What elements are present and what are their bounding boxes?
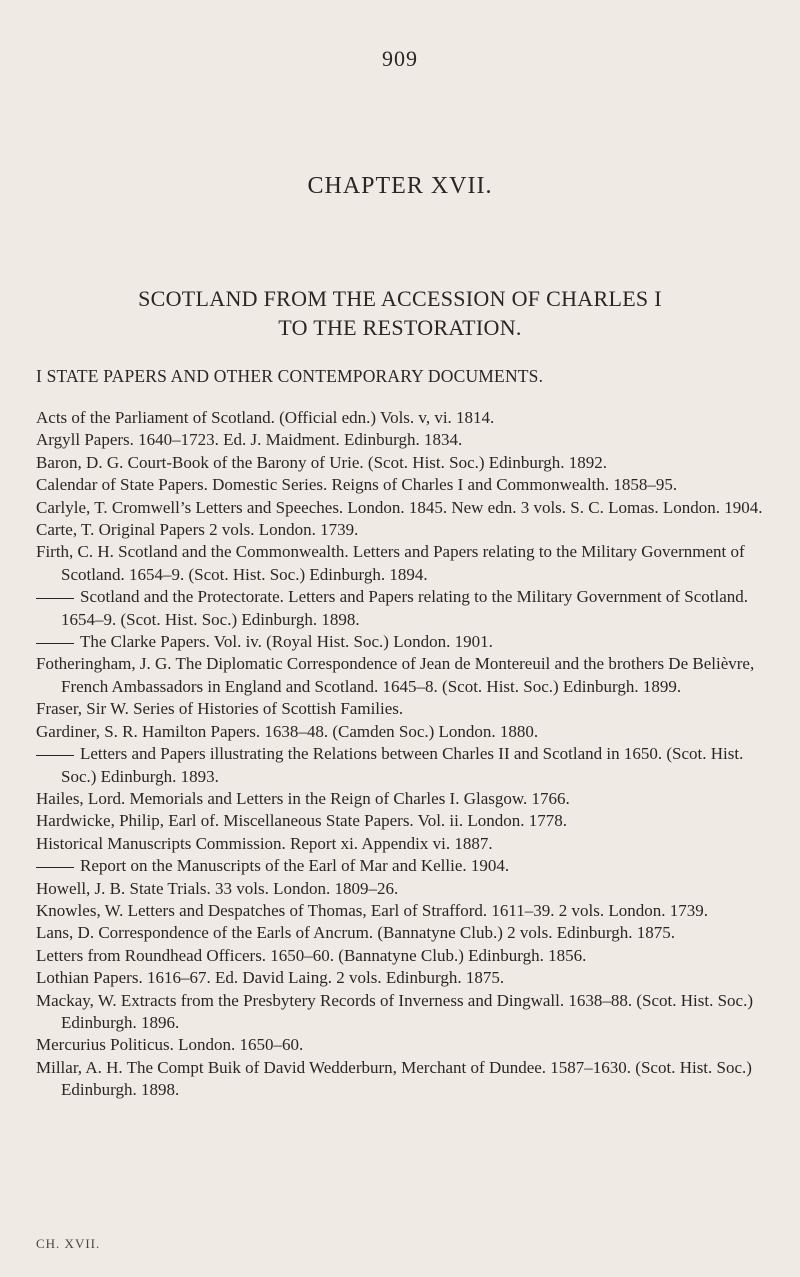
- bibliography-entry: [36, 497, 776, 519]
- entry-text: Fraser, Sir W. Series of Histories of Scottish Families.: [36, 699, 404, 719]
- bibliography-entry: [36, 878, 776, 900]
- bibliography-entry: [36, 1057, 776, 1102]
- bibliography-entry: [36, 1034, 776, 1056]
- bibliography-entry: [36, 833, 776, 855]
- entry-text: Hardwicke, Philip, Earl of. Miscellaneous State Papers. Vol. ii. London. 1778.: [36, 811, 568, 831]
- entry-text: Howell, J. B. State Trials. 33 vols. London. 1809–26.: [36, 878, 399, 898]
- sub-heading: I STATE PAPERS AND OTHER CONTEMPORARY DOCUMENTS.: [36, 366, 544, 386]
- entry-text: Scotland and the Protectorate. Letters and Papers relating to the Military Government of Scotland. 1654–9. (Scot. Hist. Soc.) Edinburgh. 1898.: [61, 587, 749, 629]
- bibliography-entry: [36, 810, 776, 832]
- entry-text: Mercurius Politicus. London. 1650–60.: [36, 1035, 304, 1055]
- bibliography-entry: [36, 743, 776, 788]
- entry-text: Argyll Papers. 1640–1723. Ed. J. Maidment. Edinburgh. 1834.: [36, 430, 463, 450]
- entry-text: Letters from Roundhead Officers. 1650–60. (Bannatyne Club.) Edinburgh. 1856.: [36, 945, 587, 965]
- bibliography-entry: [36, 855, 776, 877]
- page-number: 909: [382, 46, 418, 71]
- section-title-line-2: TO THE RESTORATION.: [278, 315, 522, 340]
- bibliography-entry: [36, 721, 776, 743]
- bibliography-entry: [36, 452, 776, 474]
- entry-text: Millar, A. H. The Compt Buik of David Wedderburn, Merchant of Dundee. 1587–1630. (Scot. Hist. Soc.) Edinburgh. 1898.: [36, 1057, 752, 1100]
- bibliography-entry: [36, 698, 776, 720]
- bibliography-list: [36, 407, 776, 1102]
- section-title-line-1: SCOTLAND FROM THE ACCESSION OF CHARLES I: [138, 286, 662, 311]
- entry-text: Letters and Papers illustrating the Relations between Charles II and Scotland in 1650. (Scot. Hist. Soc.) Edinburgh. 1893.: [61, 744, 744, 786]
- bibliography-entry: [36, 541, 776, 586]
- bibliography-entry: [36, 945, 776, 967]
- ditto-dash: [36, 755, 74, 756]
- ditto-dash: [36, 598, 74, 599]
- bibliography-entry: [36, 653, 776, 698]
- entry-text: Report on the Manuscripts of the Earl of Mar and Kellie. 1904.: [80, 856, 510, 876]
- chapter-title: CHAPTER XVII.: [307, 173, 493, 199]
- bibliography-entry: [36, 519, 776, 541]
- bibliography-entry: [36, 967, 776, 989]
- bibliography-entry: [36, 990, 776, 1035]
- entry-text: Historical Manuscripts Commission. Report xi. Appendix vi. 1887.: [36, 833, 493, 853]
- bibliography-entry: [36, 788, 776, 810]
- entry-text: Lothian Papers. 1616–67. Ed. David Laing. 2 vols. Edinburgh. 1875.: [36, 968, 505, 988]
- entry-text: Acts of the Parliament of Scotland. (Official edn.) Vols. v, vi. 1814.: [36, 408, 495, 427]
- entry-text: Knowles, W. Letters and Despatches of Thomas, Earl of Strafford. 1611–39. 2 vols. London. 1739.: [36, 900, 709, 920]
- entry-text: Firth, C. H. Scotland and the Commonwealth. Letters and Papers relating to the Military Government of Scotland. 1654–9. (Scot. Hist. Soc.) Edinburgh. 1894.: [36, 542, 745, 584]
- bibliography-entry: [36, 922, 776, 944]
- entry-text: Mackay, W. Extracts from the Presbytery Records of Inverness and Dingwall. 1638–88. (Scot. Hist. Soc.) Edinburgh. 1896.: [36, 990, 754, 1032]
- entry-text: Fotheringham, J. G. The Diplomatic Correspondence of Jean de Montereuil and the brothers De Belièvre, French Ambassadors in England and Scotland. 1645–8. (Scot. Hist. Soc.) Edinburgh. 1899.: [36, 654, 755, 696]
- entry-text: Baron, D. G. Court-Book of the Barony of Urie. (Scot. Hist. Soc.) Edinburgh. 1892.: [36, 452, 608, 472]
- bibliography-entry: [36, 900, 776, 922]
- entry-text: Carlyle, T. Cromwell’s Letters and Speeches. London. 1845. New edn. 3 vols. S. C. Lomas. London. 1904.: [36, 497, 763, 517]
- bibliography-entry: [36, 407, 776, 429]
- ditto-dash: [36, 867, 74, 868]
- entry-text: Lans, D. Correspondence of the Earls of Ancrum. (Bannatyne Club.) 2 vols. Edinburgh. 1875.: [36, 923, 675, 943]
- entry-text: Calendar of State Papers. Domestic Series. Reigns of Charles I and Commonwealth. 1858–95.: [36, 475, 678, 495]
- bibliography-entry: [36, 586, 776, 631]
- entry-text: Hailes, Lord. Memorials and Letters in the Reign of Charles I. Glasgow. 1766.: [36, 788, 570, 808]
- section-title: [0, 284, 800, 342]
- footer-chapter-mark: CH. XVII.: [36, 1236, 101, 1251]
- bibliography-entry: [36, 631, 776, 653]
- entry-text: The Clarke Papers. Vol. iv. (Royal Hist. Soc.) London. 1901.: [80, 632, 493, 652]
- bibliography-entry: [36, 474, 776, 496]
- entry-text: Carte, T. Original Papers 2 vols. London. 1739.: [36, 520, 359, 540]
- entry-text: Gardiner, S. R. Hamilton Papers. 1638–48. (Camden Soc.) London. 1880.: [36, 721, 539, 741]
- ditto-dash: [36, 643, 74, 644]
- bibliography-entry: [36, 429, 776, 451]
